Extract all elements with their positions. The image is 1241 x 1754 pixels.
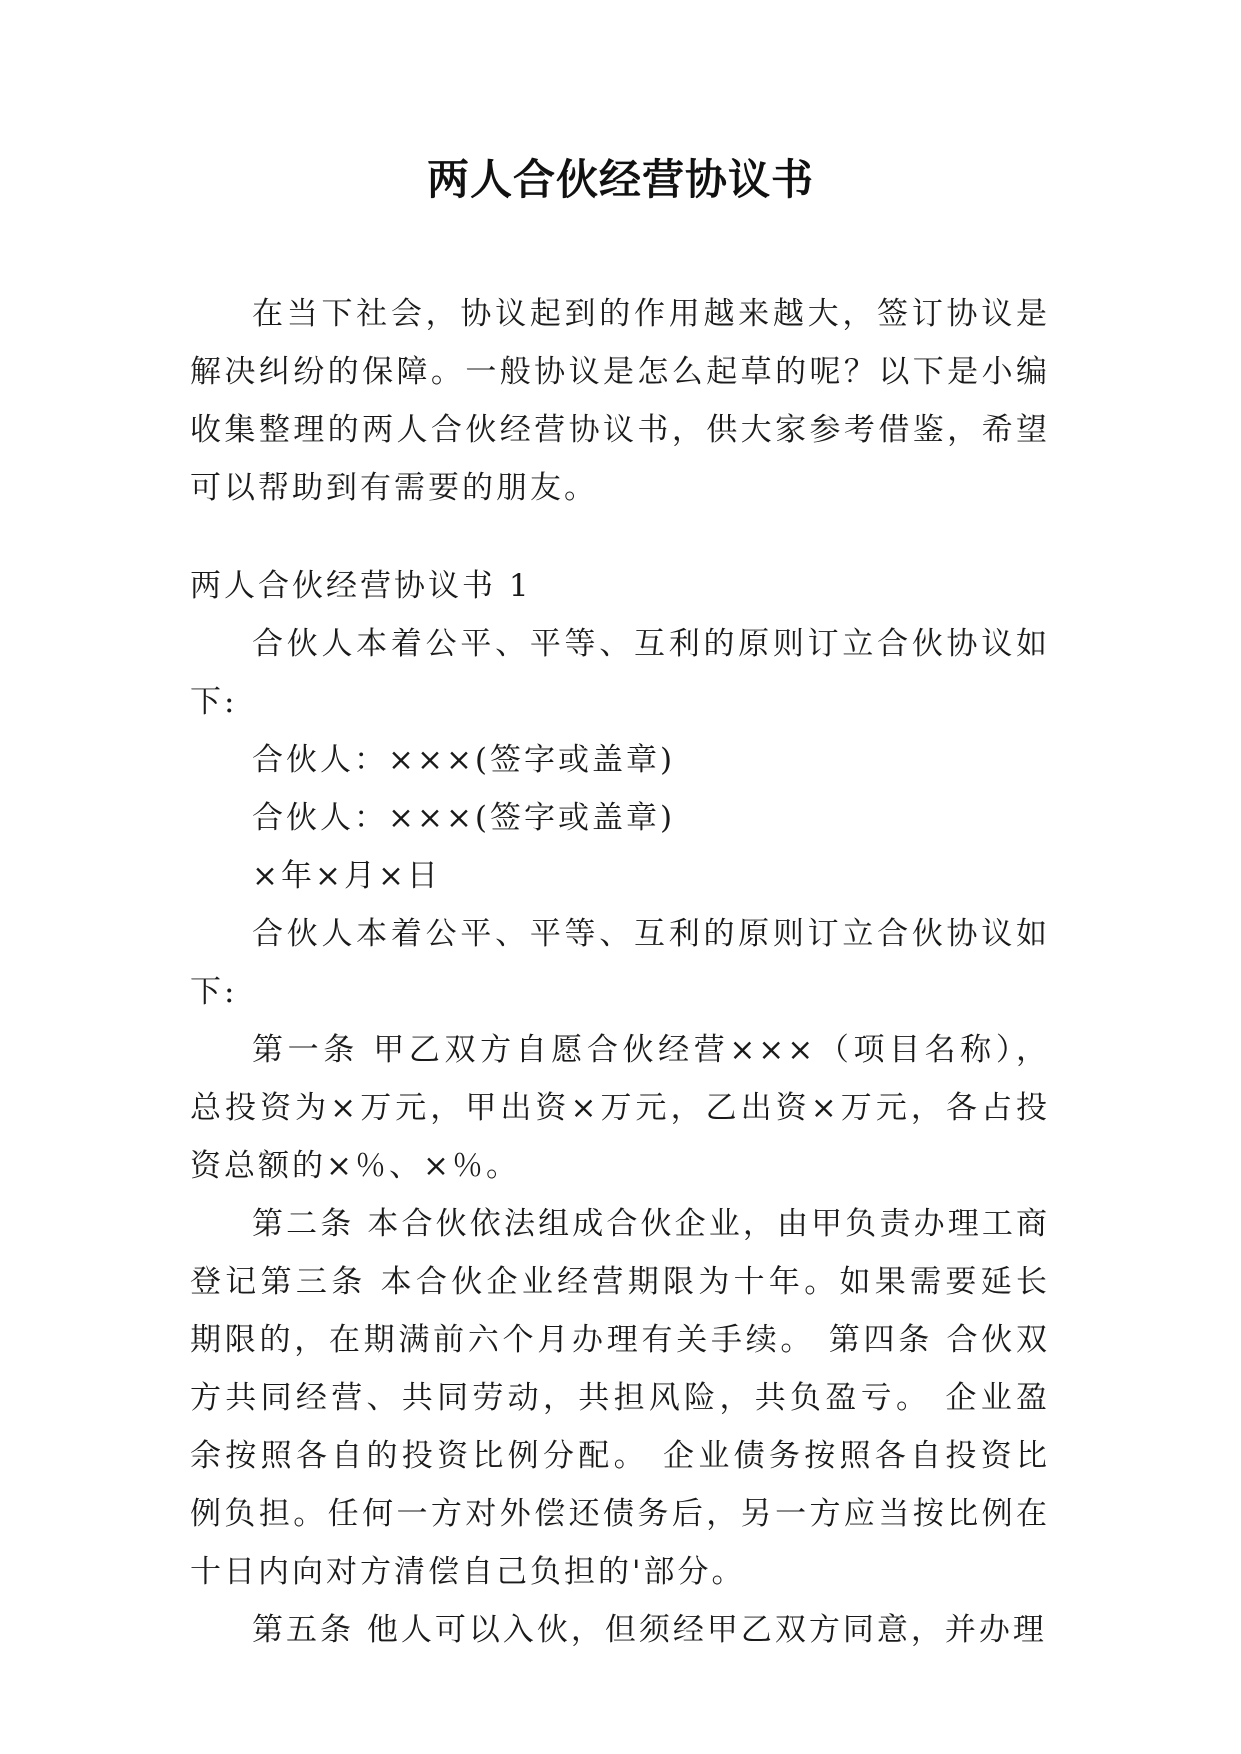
paragraph-principle-repeat: 合伙人本着公平、平等、互利的原则订立合伙协议如下: bbox=[190, 916, 1050, 1010]
paragraph-partner-2: 合伙人：×××(签字或盖章) bbox=[252, 800, 676, 836]
paragraph-spacer bbox=[190, 517, 1050, 557]
paragraph-date: ×年×月×日 bbox=[252, 858, 441, 894]
intro-paragraph: 在当下社会，协议起到的作用越来越大，签订协议是解决纠纷的保障。一般协议是怎么起草的呢？以下是小编收集整理的两人合伙经营协议书，供大家参考借鉴，希望可以帮助到有需要的朋友。 bbox=[190, 296, 1050, 506]
article-1: 第一条 甲乙双方自愿合伙经营×××（项目名称），总投资为×万元，甲出资×万元，乙出资×万元，各占投资总额的×％、×％。 bbox=[190, 1032, 1050, 1184]
document-body bbox=[190, 285, 1050, 1659]
section-heading: 两人合伙经营协议书 1 bbox=[190, 568, 532, 604]
document-title: 两人合伙经营协议书 bbox=[426, 155, 814, 204]
paragraph-partner-1: 合伙人：×××(签字或盖章) bbox=[252, 742, 676, 778]
article-5: 第五条 他人可以入伙，但须经甲乙双方同意，并办理 bbox=[252, 1612, 1047, 1648]
paragraph-principle: 合伙人本着公平、平等、互利的原则订立合伙协议如下: bbox=[190, 626, 1050, 720]
article-2-4: 第二条 本合伙依法组成合伙企业，由甲负责办理工商登记第三条 本合伙企业经营期限为十年。如果需要延长期限的，在期满前六个月办理有关手续。 第四条 合伙双方共同经营、共同劳动，共担风险，共负盈亏。 企业盈余按照各自的投资比例分配。 企业债务按照各自投资比例负担。任何一方对外偿还债务后，另一方应当按比例在十日内向对方清偿自己负担的'部分。 bbox=[190, 1206, 1050, 1590]
